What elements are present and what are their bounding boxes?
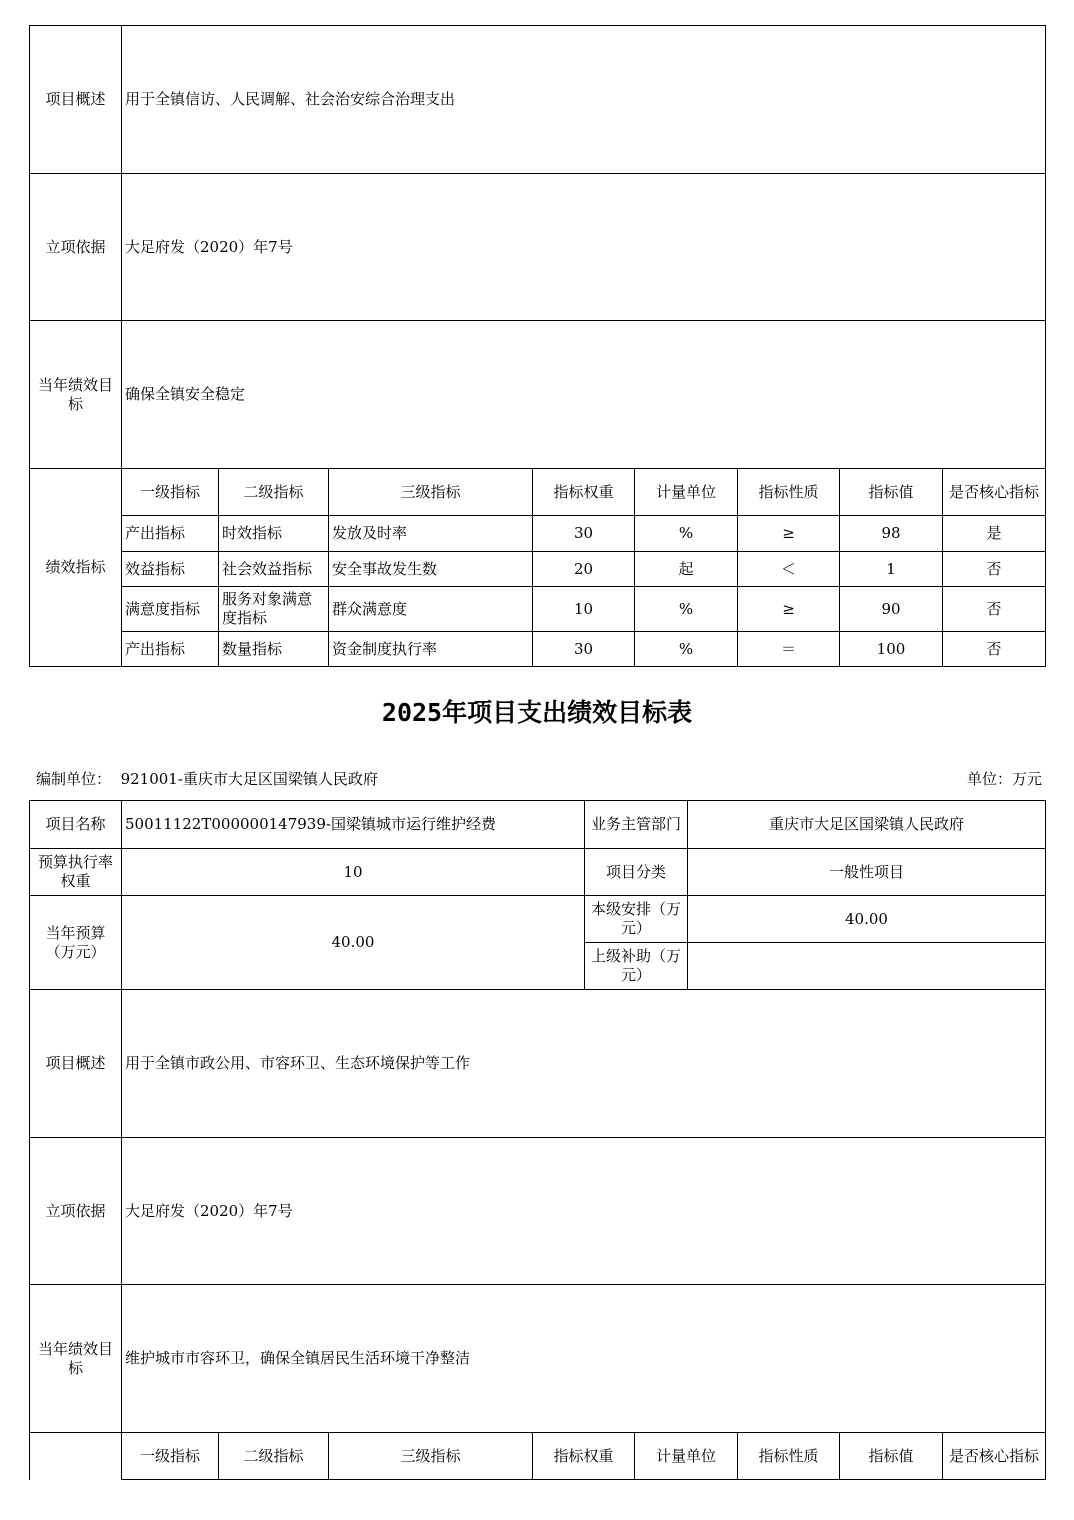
- overview-label: 项目概述: [30, 26, 122, 174]
- project-name: 50011122T000000147939-国梁镇城市运行维护经费: [122, 801, 585, 849]
- org-info: [36, 768, 378, 789]
- cell: 社会效益指标: [219, 552, 329, 587]
- cell: 产出指标: [122, 632, 219, 667]
- basis-label: 立项依据: [30, 174, 122, 321]
- table-row: [30, 516, 1046, 552]
- header-cell: 指标值: [840, 469, 943, 516]
- cell: 100: [840, 632, 943, 667]
- cell: 时效指标: [219, 516, 329, 552]
- unit-label: 单位：万元: [966, 770, 1042, 788]
- cell: 98: [840, 516, 943, 552]
- project-name-label: 项目名称: [30, 801, 122, 849]
- cell: 30: [533, 516, 635, 552]
- table-row: [30, 552, 1046, 587]
- cell: ＜: [738, 552, 840, 587]
- indicator-header-table: [29, 1432, 1046, 1480]
- basis-label: 立项依据: [30, 1138, 122, 1285]
- indicator-label-cell: [30, 1433, 122, 1480]
- cell: 数量指标: [219, 632, 329, 667]
- goal-label: 当年绩效目标: [30, 1285, 122, 1433]
- cell: 产出指标: [122, 516, 219, 552]
- cell: 发放及时率: [329, 516, 533, 552]
- header-cell: 三级指标: [329, 469, 533, 516]
- header-cell: 一级指标: [122, 1433, 219, 1480]
- cell: 是: [943, 516, 1046, 552]
- cell: ≥: [738, 587, 840, 632]
- local-value: 40.00: [688, 896, 1046, 943]
- header-cell: 指标权重: [533, 1433, 635, 1480]
- cell: %: [635, 632, 738, 667]
- header-cell: 一级指标: [122, 469, 219, 516]
- budget-value: 40.00: [122, 896, 585, 990]
- org-label: 编制单位：: [36, 770, 112, 788]
- goal-label: 当年绩效目标: [30, 321, 122, 469]
- cell: ＝: [738, 632, 840, 667]
- dept-value: 重庆市大足区国梁镇人民政府: [688, 801, 1046, 849]
- header-cell: 二级指标: [219, 1433, 329, 1480]
- cell: 否: [943, 552, 1046, 587]
- header-cell: 计量单位: [635, 469, 738, 516]
- cell: 1: [840, 552, 943, 587]
- cell: 否: [943, 632, 1046, 667]
- goal-text: 维护城市市容环卫，确保全镇居民生活环境干净整洁: [122, 1285, 1046, 1433]
- budget-label: 当年预算（万元）: [30, 896, 122, 990]
- category-value: 一般性项目: [688, 849, 1046, 896]
- cell: 90: [840, 587, 943, 632]
- cell: %: [635, 587, 738, 632]
- overview-label: 项目概述: [30, 990, 122, 1138]
- weight-label: 预算执行率权重: [30, 849, 122, 896]
- cell: 起: [635, 552, 738, 587]
- category-label: 项目分类: [585, 849, 688, 896]
- cell: %: [635, 516, 738, 552]
- cell: 资金制度执行率: [329, 632, 533, 667]
- weight-value: 10: [122, 849, 585, 896]
- cell: 群众满意度: [329, 587, 533, 632]
- basis-text: 大足府发（2020）年7号: [122, 174, 1046, 321]
- header-cell: 指标性质: [738, 1433, 840, 1480]
- org-value: 921001-重庆市大足区国梁镇人民政府: [120, 770, 378, 788]
- table-row: [30, 632, 1046, 667]
- table-row: [30, 587, 1046, 632]
- header-cell: 指标值: [840, 1433, 943, 1480]
- cell: 效益指标: [122, 552, 219, 587]
- overview-text: 用于全镇信访、人民调解、社会治安综合治理支出: [122, 26, 1046, 174]
- cell: 20: [533, 552, 635, 587]
- header-cell: 是否核心指标: [943, 469, 1046, 516]
- header-cell: 指标权重: [533, 469, 635, 516]
- cell: 满意度指标: [122, 587, 219, 632]
- basis-text: 大足府发（2020）年7号: [122, 1138, 1046, 1285]
- upper-value: [688, 943, 1046, 990]
- header-cell: 三级指标: [329, 1433, 533, 1480]
- page-title: 2025年项目支出绩效目标表: [381, 698, 693, 727]
- cell: 10: [533, 587, 635, 632]
- header-cell: 是否核心指标: [943, 1433, 1046, 1480]
- header-cell: 二级指标: [219, 469, 329, 516]
- local-label: 本级安排（万元）: [585, 896, 688, 943]
- performance-table-2: [29, 800, 1046, 1433]
- header-cell: 指标性质: [738, 469, 840, 516]
- indicator-label: 绩效指标: [30, 469, 122, 667]
- cell: 30: [533, 632, 635, 667]
- header-cell: 计量单位: [635, 1433, 738, 1480]
- cell: ≥: [738, 516, 840, 552]
- overview-text: 用于全镇市政公用、市容环卫、生态环境保护等工作: [122, 990, 1046, 1138]
- upper-label: 上级补助（万元）: [585, 943, 688, 990]
- cell: 否: [943, 587, 1046, 632]
- cell: 服务对象满意度指标: [219, 587, 329, 632]
- goal-text: 确保全镇安全稳定: [122, 321, 1046, 469]
- dept-label: 业务主管部门: [585, 801, 688, 849]
- cell: 安全事故发生数: [329, 552, 533, 587]
- performance-table-1: [29, 25, 1046, 667]
